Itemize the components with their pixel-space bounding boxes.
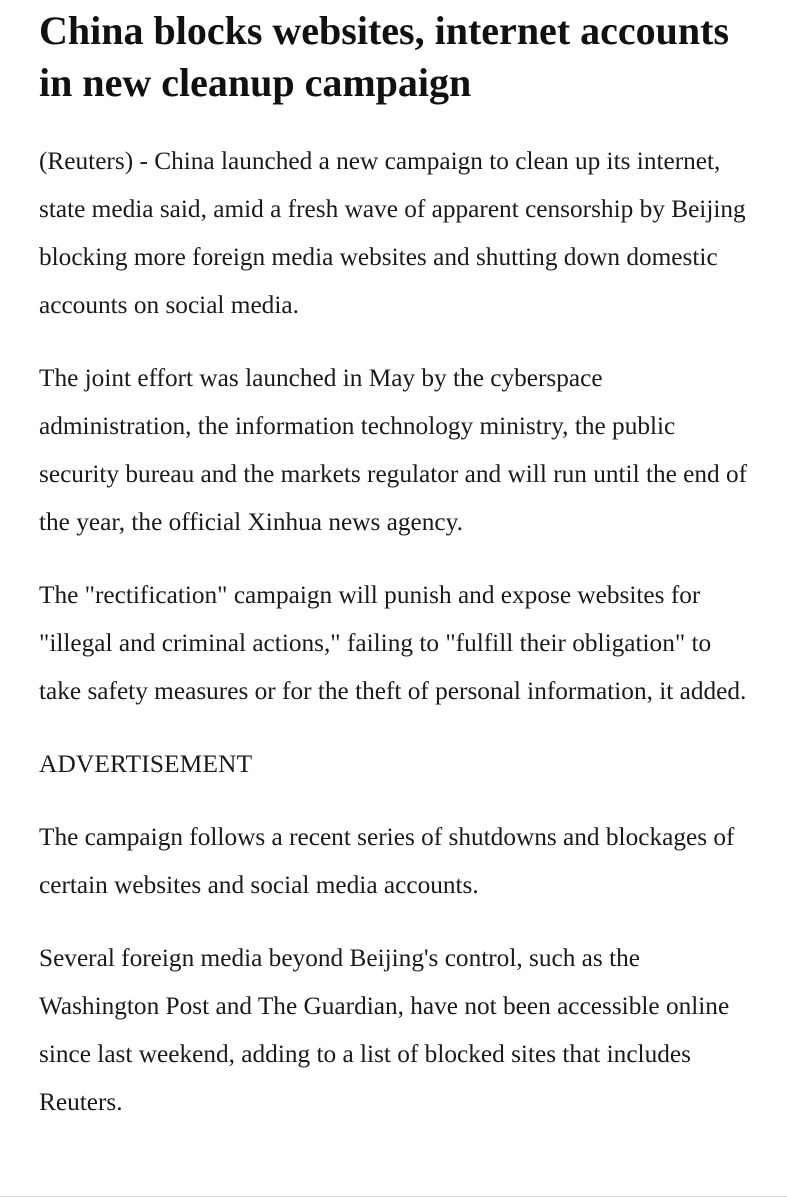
article-headline: China blocks websites, internet accounts in new cleanup campaign [39,8,730,105]
advertisement-label: ADVERTISEMENT [39,750,253,778]
paragraph-lede: (Reuters) - China launched a new campaign to clean up its internet, state media said, amid a fresh wave of apparent censorship by Beijing blocking more foreign media websites and shutting down domestic accounts on social media. [39,147,746,319]
paragraph-joint-effort: The joint effort was launched in May by the cyberspace administration, the information technology ministry, the public security bureau and the markets regulator and will run until the end of the year, the official Xinhua news agency. [39,364,748,536]
paragraph-rectification: The "rectification" campaign will punish and expose websites for "illegal and criminal actions," failing to "fulfill their obligation" to take safety measures or for the theft of personal information, it added. [39,581,747,705]
paragraph-shutdowns: The campaign follows a recent series of shutdowns and blockages of certain websites and social media accounts. [39,823,735,899]
paragraph-foreign-media: Several foreign media beyond Beijing's control, such as the Washington Post and The Guardian, have not been accessible online since last weekend, adding to a list of blocked sites that includes Reuters. [39,944,730,1116]
article-body [39,0,759,1126]
bottom-divider [0,1196,787,1197]
